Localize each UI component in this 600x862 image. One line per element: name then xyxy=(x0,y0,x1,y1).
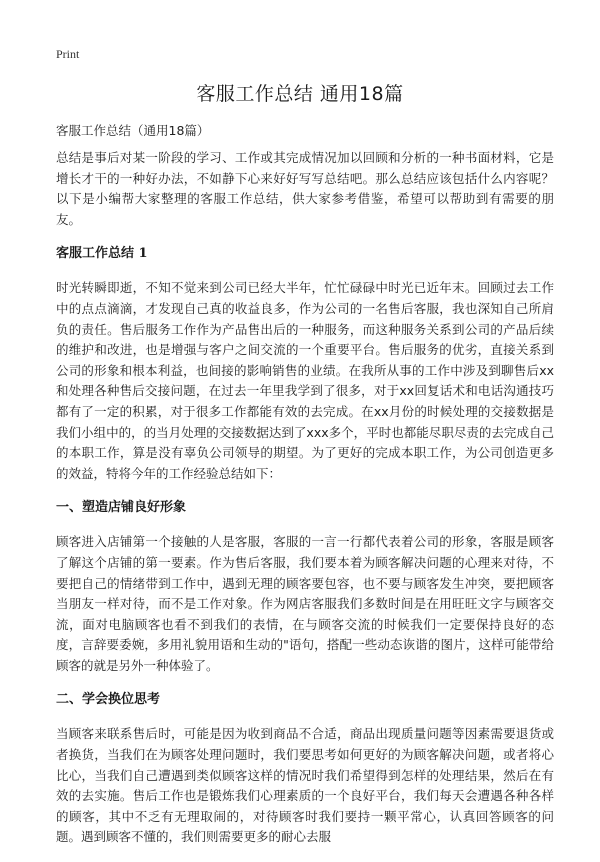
summary-1-paragraph: 时光转瞬即逝，不知不觉来到公司已经大半年，忙忙碌碌中时光已近年末。回顾过去工作中的点点滴滴，才发现自己真的收益良多，作为公司的一名售后客服，我也深知自己所肩负的责任。售后服务工作作为产品售出后的一种服务，而这种服务关系到公司的产品后续的维护和改进，也是增强与客户之间交流的一个重要平台。售后服务的优劣，直接关系到公司的形象和根本利益，也间接的影响销售的业绩。在我所从事的工作中涉及到聊售后xx和处理各种售后交接问题，在过去一年里我学到了很多，对于xx回复话术和电话沟通技巧都有了一定的积累，对于很多工作都能有效的去完成。在xx月份的时候处理的交接数据是我们小组中的，的当月处理的交接数据达到了xxx多个，平时也都能尽职尽责的去完成自己的本职工作，算是没有辜负公司领导的期望。为了更好的完成本职工作，为公司创造更多的效益，特将今年的工作经验总结如下： xyxy=(56,280,554,481)
page-title: 客服工作总结 通用18篇 xyxy=(196,83,404,105)
document-body xyxy=(56,148,554,862)
shop-image-paragraph: 顾客进入店铺第一个接触的人是客服，客服的一言一行都代表着公司的形象，客服是顾客了解这个店铺的第一要素。作为售后客服，我们要本着为顾客解决问题的心理来对待，不要把自己的情绪带到工作中，遇到无理的顾客要包容，也不要与顾客发生冲突，要把顾客当朋友一样对待，而不是工作对象。作为网店客服我们多数时间是在用旺旺文字与顾客交流，面对电脑顾客也看不到我们的表情，在与顾客交流的时候我们一定要保持良好的态度，言辞要委婉，多用礼貌用语和生动的"语句，搭配一些动态诙谐的图片，这样可能带给顾客的就是另外一种体验了。 xyxy=(56,534,554,673)
intro-paragraph: 总结是事后对某一阶段的学习、工作或其完成情况加以回顾和分析的一种书面材料，它是增长才干的一种好办法，不如静下心来好好写写总结吧。那么总结应该包括什么内容呢？以下是小编帮大家整理的客服工作总结，供大家参考借鉴，希望可以帮助到有需要的朋友。 xyxy=(56,150,554,227)
section-heading-empathy: 二、学会换位思考 xyxy=(56,692,161,708)
empathy-paragraph: 当顾客来联系售后时，可能是因为收到商品不合适，商品出现质量问题等因素需要退货或者换货，当我们在为顾客处理问题时，我们要思考如何更好的为顾客解决问题，或者将心比心，当我们自己遭遇到类似顾客这样的情况时我们希望得到怎样的处理结果，然后在有效的去实施。售后工作也是锻炼我们心理素质的一个良好平台，我们每天会遭遇各种各样的顾客，其中不乏有无理取闹的，对待顾客时我们要持一颗平常心，认真回答顾客的问题。遇到顾客不懂的，我们则需要更多的耐心去服 xyxy=(56,726,554,845)
print-link[interactable]: Print xyxy=(56,47,80,61)
section-heading-summary-1: 客服工作总结 1 xyxy=(56,246,148,262)
page-subtitle: 客服工作总结（通用18篇） xyxy=(56,123,210,138)
section-heading-shop-image: 一、塑造店铺良好形象 xyxy=(56,500,187,516)
